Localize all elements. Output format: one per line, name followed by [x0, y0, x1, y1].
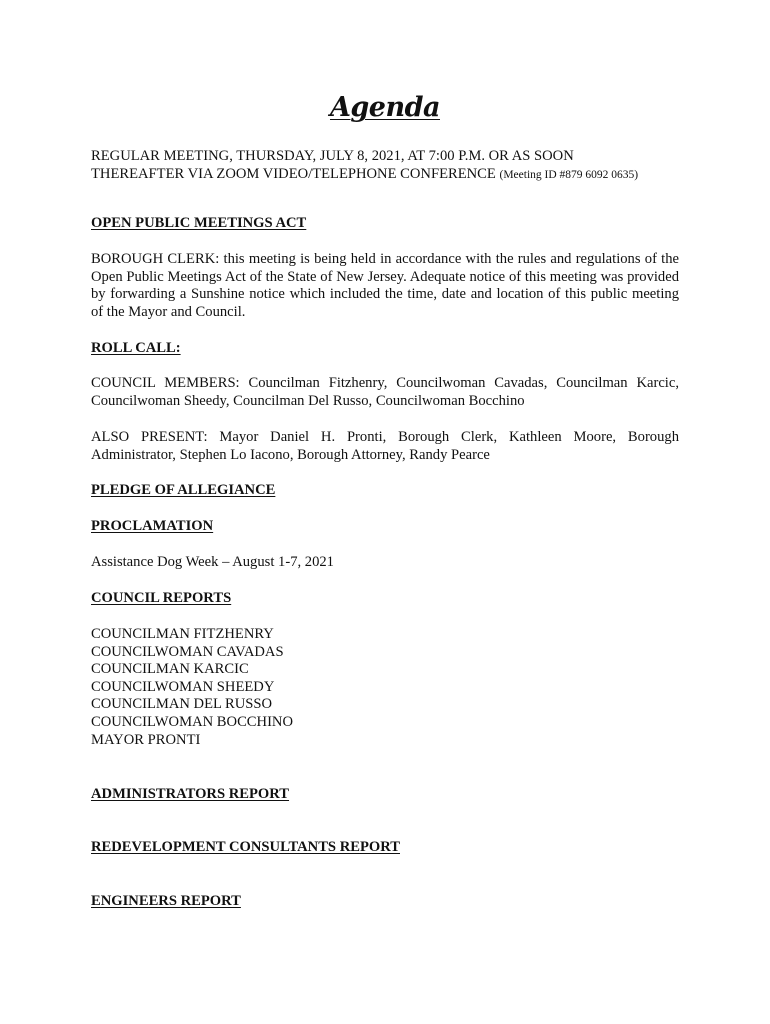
list-item: COUNCILMAN FITZHENRY	[91, 626, 274, 642]
also-present-text: ALSO PRESENT: Mayor Daniel H. Pronti, Borough Clerk, Kathleen Moore, Borough Administrator, Stephen Lo Iacono, Borough Attorney, Randy Pearce	[91, 429, 679, 463]
meeting-info	[91, 148, 679, 184]
list-item: MAYOR PRONTI	[91, 731, 201, 748]
section-heading-redevelopment-consultants-report: REDEVELOPMENT CONSULTANTS REPORT	[91, 839, 400, 855]
proclamation-text: Assistance Dog Week – August 1-7, 2021	[91, 554, 334, 570]
meeting-info-line-2	[91, 166, 679, 185]
section-heading-pledge: PLEDGE OF ALLEGIANCE	[91, 482, 276, 498]
section-heading-open-public-meetings-act: OPEN PUBLIC MEETINGS ACT	[91, 215, 307, 231]
section-heading-council-reports: COUNCIL REPORTS	[91, 590, 232, 606]
section-heading-administrators-report: ADMINISTRATORS REPORT	[91, 786, 290, 802]
list-item: COUNCILWOMAN BOCCHINO	[91, 713, 294, 730]
council-members-text: COUNCIL MEMBERS: Councilman Fitzhenry, Councilwoman Cavadas, Councilman Karcic, Councilwoman Sheedy, Councilman Del Russo, Councilwoman Bocchino	[91, 375, 679, 409]
list-item: COUNCILMAN DEL RUSSO	[91, 696, 273, 713]
section-heading-roll-call: ROLL CALL:	[91, 340, 181, 356]
list-item: COUNCILWOMAN SHEEDY	[91, 678, 275, 695]
opma-statement: BOROUGH CLERK: this meeting is being held in accordance with the rules and regulations of the Open Public Meetings Act of the State of New Jersey. Adequate notice of this meeting was provided by forwarding a Sunshine notice which included the time, date and location of this public meeting of the Mayor and Council.	[91, 251, 679, 320]
meeting-info-line-1: REGULAR MEETING, THURSDAY, JULY 8, 2021, AT 7:00 P.M. OR AS SOON	[91, 148, 574, 164]
list-item: COUNCILWOMAN CAVADAS	[91, 643, 284, 660]
agenda-page	[91, 0, 679, 1024]
section-heading-proclamation: PROCLAMATION	[91, 518, 214, 534]
meeting-id: (Meeting ID #879 6092 0635)	[499, 168, 639, 181]
page-title: Agenda	[329, 92, 440, 123]
list-item: COUNCILMAN KARCIC	[91, 661, 249, 678]
meeting-info-line-2-text: THEREAFTER VIA ZOOM VIDEO/TELEPHONE CONFERENCE	[91, 165, 496, 182]
council-reports-list	[91, 626, 679, 749]
section-heading-engineers-report: ENGINEERS REPORT	[91, 893, 241, 909]
